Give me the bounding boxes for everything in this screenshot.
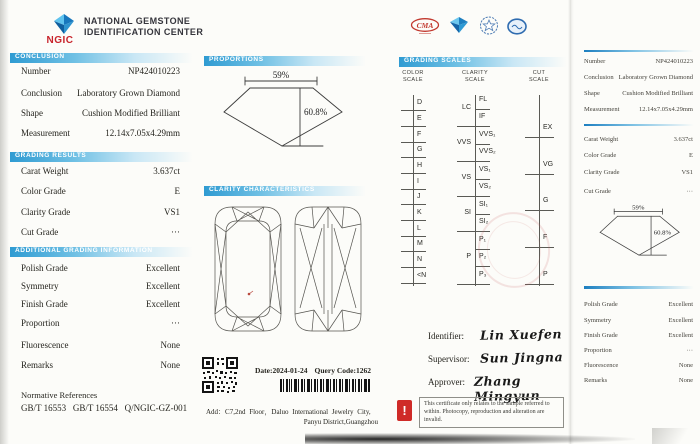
depth-percent-label: 60.8% — [653, 229, 672, 237]
stub-divider — [584, 286, 694, 289]
page-edge-shading — [0, 0, 9, 444]
clarity-grade: IF — [479, 113, 486, 120]
cut-grade: P — [543, 271, 548, 278]
clarity-plot-pavilion — [292, 204, 364, 334]
field-label: Color Grade — [584, 152, 617, 159]
org-name-line1: NATIONAL GEMSTONE — [84, 16, 191, 26]
round-badge-logo — [507, 18, 527, 35]
section-header-grading-results: GRADING RESULTS — [10, 152, 193, 162]
field-label: Proportion — [21, 318, 60, 328]
proportions-diagram — [203, 70, 367, 150]
clarity-grade: VVS₂ — [479, 148, 496, 155]
clarity-group: VVS — [456, 139, 471, 146]
normative-references-values: GB/T 16553 GB/T 16554 Q/NGIC-GZ-001 — [21, 403, 188, 413]
clarity-grade: VS₂ — [479, 183, 492, 190]
color-scale-header: COLOR SCALE — [402, 70, 424, 83]
identifier-signature: Lin Xuefen — [479, 326, 563, 343]
field-value: None — [678, 377, 693, 384]
normative-references-title: Normative References — [21, 390, 98, 400]
field-value: ··· — [171, 318, 180, 328]
color-grade: H — [417, 162, 423, 169]
field-value: E — [174, 186, 180, 196]
color-grade: F — [417, 131, 422, 138]
clarity-group: VS — [461, 174, 471, 181]
field-row — [10, 207, 193, 217]
field-label: Clarity Grade — [21, 207, 71, 217]
clarity-grade: P₃ — [479, 271, 487, 278]
color-grade: <N — [417, 272, 427, 279]
field-row — [582, 106, 695, 113]
clarity-grade: VS₁ — [479, 166, 491, 173]
depth-percent-label: 60.8% — [304, 107, 328, 117]
bottom-shadow — [305, 433, 635, 444]
field-label: Finish Grade — [21, 299, 68, 309]
signature-label: Approver: — [428, 377, 465, 387]
clarity-plot-crown — [212, 204, 284, 334]
color-grade: I — [417, 178, 419, 185]
field-value: NP424010223 — [127, 66, 180, 76]
field-value: Laboratory Grown Diamond — [618, 74, 693, 81]
cut-grade: G — [543, 197, 549, 204]
clarity-group: P — [466, 253, 471, 260]
field-label: Remarks — [584, 377, 608, 384]
clarity-group: SI — [464, 209, 471, 216]
field-value: Cushion Modified Brilliant — [622, 90, 693, 97]
color-grade: D — [417, 99, 423, 106]
field-row — [10, 128, 193, 138]
field-row — [10, 360, 193, 370]
query-code: Query Code:1262 — [314, 366, 371, 375]
field-row — [582, 332, 695, 339]
clarity-scale-line — [475, 95, 476, 286]
field-label: Symmetry — [584, 317, 612, 324]
notice-box: This certificate only relates to the sample referred to within. Photocopy, reproduction and alteration are invalid. — [419, 397, 564, 428]
field-row — [10, 166, 193, 176]
field-row — [582, 377, 695, 384]
field-row — [582, 362, 695, 369]
field-label: Measurement — [584, 106, 620, 113]
clarity-grade: P₁ — [479, 236, 487, 243]
clarity-grade: P₂ — [479, 253, 487, 260]
field-value: None — [160, 360, 180, 370]
field-row — [582, 301, 695, 308]
field-value: ··· — [171, 227, 180, 237]
field-label: Remarks — [21, 360, 53, 370]
section-header-additional-grading: ADDITIONAL GRADING INFORMATION — [10, 247, 193, 257]
color-grade: J — [417, 193, 421, 200]
color-grade: G — [417, 146, 423, 153]
cut-grade: EX — [543, 124, 553, 131]
field-value: Excellent — [146, 299, 180, 309]
field-label: Conclusion — [584, 74, 614, 81]
signature-row — [428, 350, 578, 365]
clarity-grade: VVS₁ — [479, 131, 496, 138]
stub-column — [582, 0, 695, 444]
field-label: Conclusion — [21, 88, 63, 98]
field-row — [582, 317, 695, 324]
field-label: Clarity Grade — [584, 169, 620, 176]
field-value: NP424010223 — [655, 58, 693, 65]
corner-shadow — [652, 428, 700, 444]
field-value: ··· — [686, 188, 693, 195]
barcode — [280, 379, 370, 392]
field-row — [10, 227, 193, 237]
clarity-grade: SI₁ — [479, 201, 488, 208]
section-header-conclusion: CONCLUSION — [10, 53, 193, 63]
field-value: Excellent — [668, 301, 693, 308]
stub-divider — [584, 50, 694, 52]
cma-mark-logo — [410, 18, 440, 35]
field-value: E — [689, 152, 693, 159]
field-row — [10, 281, 193, 291]
inclusion-mark-icon — [248, 291, 253, 295]
field-label: Shape — [584, 90, 600, 97]
clarity-scale-header: CLARITY SCALE — [461, 70, 489, 83]
field-label: Fluorescence — [584, 362, 619, 369]
field-row — [582, 74, 695, 81]
supervisor-signature: Sun Jingna — [479, 349, 564, 366]
field-label: Proportion — [584, 347, 612, 354]
field-row — [10, 263, 193, 273]
field-row — [582, 188, 695, 195]
color-grade: K — [417, 209, 422, 216]
signature-row — [428, 327, 578, 342]
clarity-group: LC — [462, 104, 471, 111]
field-row — [10, 340, 193, 350]
field-row — [10, 88, 193, 98]
field-value: Cushion Modified Brilliant — [82, 108, 180, 118]
star-badge-logo — [479, 16, 499, 35]
cut-grade: VG — [543, 161, 554, 168]
address-line1: Add：C7,2nd Floor，Daluo International Jewelry City, — [206, 408, 371, 416]
field-row — [582, 90, 695, 97]
field-row — [582, 136, 695, 143]
field-label: Color Grade — [21, 186, 66, 196]
field-label: Polish Grade — [21, 263, 68, 273]
field-row — [10, 186, 193, 196]
cut-scale-header: CUT SCALE — [528, 70, 550, 83]
address-line2: Panyu District,Guangzhou — [303, 418, 378, 426]
field-label: Shape — [21, 108, 43, 118]
field-row — [10, 66, 193, 76]
field-value: Excellent — [668, 317, 693, 324]
field-value: Excellent — [668, 332, 693, 339]
warning-exclamation-icon — [397, 400, 412, 421]
field-value: None — [678, 362, 693, 369]
field-value: Laboratory Grown Diamond — [77, 88, 180, 98]
field-value: VS1 — [163, 207, 180, 217]
section-header-clarity-characteristics: CLARITY CHARACTERISTICS — [204, 186, 366, 196]
field-label: Symmetry — [21, 281, 59, 291]
field-value: Excellent — [146, 281, 180, 291]
gem-badge-logo — [448, 16, 470, 34]
clarity-grade: SI₂ — [479, 218, 489, 225]
approver-signature: Zhang Mingyun — [474, 373, 541, 404]
issue-date: Date:2024-01-24 — [255, 366, 308, 375]
field-value: ··· — [686, 347, 693, 354]
field-value: Excellent — [146, 263, 180, 273]
ngic-wordmark: NGIC — [46, 35, 74, 46]
signature-label: Supervisor: — [428, 354, 470, 364]
fold-line — [568, 0, 574, 444]
color-grade: E — [417, 115, 422, 122]
stub-proportions-diagram — [586, 204, 696, 258]
field-row — [582, 152, 695, 159]
field-row — [582, 58, 695, 65]
field-label: Number — [584, 58, 606, 65]
section-header-grading-scales: GRADING SCALES — [399, 57, 567, 67]
field-label: Measurement — [21, 128, 70, 138]
cut-grade: F — [543, 234, 548, 241]
field-label: Carat Weight — [584, 136, 619, 143]
field-label: Cut Grade — [584, 188, 611, 195]
color-grade: L — [417, 225, 421, 232]
field-value: 12.14x7.05x4.29mm — [105, 128, 180, 138]
org-name-line2: IDENTIFICATION CENTER — [84, 27, 204, 37]
signature-label: Identifier: — [428, 331, 464, 341]
table-percent-label: 59% — [272, 70, 290, 80]
field-row — [10, 318, 193, 328]
field-value: VS1 — [681, 169, 693, 176]
main-results-column — [10, 0, 193, 444]
color-grade: M — [417, 240, 423, 247]
field-label: Finish Grade — [584, 332, 618, 339]
issue-info-row — [255, 366, 371, 375]
field-value: 3.637ct — [153, 166, 180, 176]
section-header-proportions: PROPORTIONS — [204, 56, 366, 66]
field-label: Number — [21, 66, 51, 76]
field-row — [582, 169, 695, 176]
field-label: Polish Grade — [584, 301, 618, 308]
qr-code — [201, 356, 239, 394]
field-label: Cut Grade — [21, 227, 59, 237]
color-scale-line — [413, 95, 414, 286]
field-row — [10, 299, 193, 309]
field-row — [10, 108, 193, 118]
clarity-grade: FL — [479, 96, 488, 103]
field-value: 3.637ct — [673, 136, 693, 143]
color-grade: N — [417, 256, 423, 263]
table-percent-label: 59% — [632, 204, 645, 212]
field-label: Fluorescence — [21, 340, 69, 350]
stub-divider — [584, 124, 694, 126]
cma-text: CMA — [416, 20, 434, 30]
field-value: 12.14x7.05x4.29mm — [639, 106, 693, 113]
field-value: None — [160, 340, 180, 350]
field-label: Carat Weight — [21, 166, 69, 176]
field-row — [582, 347, 695, 354]
